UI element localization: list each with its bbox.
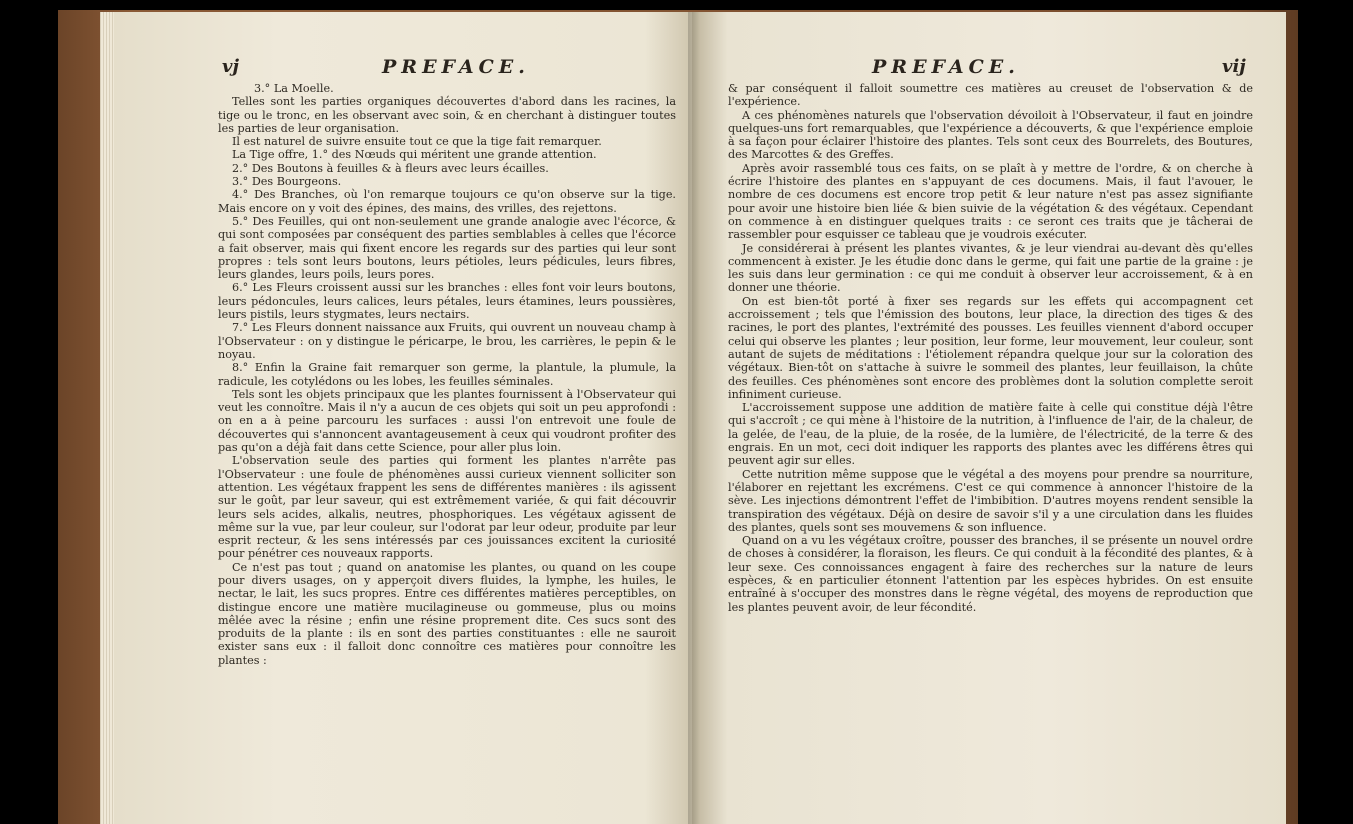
right-page: [692, 12, 1286, 824]
paragraph: 4.° Des Branches, où l'on remarque toujours ce qu'on observe sur la tige. Mais encore on y voit des épines, des mains, des vrilles, des rejettons.: [218, 188, 676, 215]
paragraph: 3.° La Moelle.: [254, 82, 334, 95]
paragraph: Tels sont les objets principaux que les plantes fournissent à l'Observateur qui veut les connoître. Mais il n'y a aucun de ces objets qui soit un peu approfondi : on en a à peine parcouru les surfaces : aussi l'on entrevoit une foule de découvertes qui s'annoncent avantageusement à ceux qui voudront profiter des pas qu'on a déjà fait dans cette Science, pour aller plus loin.: [218, 387, 676, 455]
paragraph: Il est naturel de suivre ensuite tout ce que la tige fait remarquer.: [232, 135, 602, 149]
paragraph: 8.° Enfin la Graine fait remarquer son germe, la plantule, la plumule, la radicule, les cotylédons ou les lobes, les feuilles séminales.: [218, 361, 676, 388]
paragraph: & par conséquent il falloit soumettre ces matières au creuset de l'observation & de l'expérience.: [728, 82, 1253, 109]
paragraph: 2.° Des Boutons à feuilles & à fleurs avec leurs écailles.: [232, 161, 549, 175]
paragraph: 3.° Des Bourgeons.: [232, 175, 342, 189]
paragraph: Je considérerai à présent les plantes vivantes, & je leur viendrai au-devant dès qu'elles commencent à exister. Je les étudie donc dans le germe, qui fait une partie de la graine : je les suis dans leur germination : ce qui me conduit à observer leur accroissement, & à en donner une théorie.: [728, 241, 1253, 295]
right-page-text: [728, 82, 1253, 614]
paragraph: Cette nutrition même suppose que le végétal a des moyens pour prendre sa nourriture, l'élaborer en rejettant les excrémens. C'est ce qui commence à annoncer l'histoire de la sève. Les injections démontrent l'effet de l'imbibition. D'autres moyens rendent sensible la transpiration des végétaux. Déjà on desire de savoir s'il y a une circulation dans les fluides des plantes, quels sont ses mouvemens & son influence.: [728, 467, 1253, 534]
paragraph: 5.° Des Feuilles, qui ont non-seulement une grande analogie avec l'écorce, & qui sont composées par conséquent des parties semblables à celles que l'écorce a fait observer, mais qui fixent encore les regards sur des parties qui leur sont propres : tels sont leurs boutons, leurs pétioles, leurs pédicules, leurs fibres, leurs glandes, leurs poils, leurs pores.: [218, 214, 676, 282]
paragraph: On est bien-tôt porté à fixer ses regards sur les effets qui accompagnent cet accroissement ; tels que l'émission des boutons, leur place, la direction des tiges & des racines, le port des plantes, l'extrémité des pousses. Les feuilles viennent d'abord occuper celui qui observe les plantes ; leur position, leur forme, leur mouvement, leur couleur, sont autant de sujets de méditations : l'étiolement répandra quelque jour sur la coloration des végétaux. Bien-tôt on s'attache à suivre le sommeil des plantes, leur feuillaison, la chûte des feuilles. Ces phénomènes sont encore des problèmes dont la solution complette seroit infiniment curieuse.: [728, 294, 1253, 401]
paragraph: La Tige offre, 1.° des Nœuds qui méritent une grande attention.: [232, 148, 597, 162]
left-page: [100, 12, 692, 824]
page-edges: [100, 12, 114, 824]
paragraph: 7.° Les Fleurs donnent naissance aux Fruits, qui ouvrent un nouveau champ à l'Observateur : on y distingue le péricarpe, le brou, les carrières, le pepin & le noyau.: [218, 321, 677, 361]
paragraph: A ces phénomènes naturels que l'observation dévoiloit à l'Observateur, il faut en joindre quelques-uns fort remarquables, que l'expérience a découverts, & que l'expérience emploie à sa façon pour éclairer l'histoire des plantes. Tels sont ceux des Bourrelets, des Boutures, des Marcottes & des Greffes.: [728, 108, 1253, 162]
paragraph: Après avoir rassemblé tous ces faits, on se plaît à y mettre de l'ordre, & on cherche à écrire l'histoire des plantes en s'appuyant de ces documens. Mais, il faut l'avouer, le nombre de ces documens est encore trop petit & leur nature n'est pas assez signifiante pour avoir une histoire bien liée & bien suivie de la végétation & des végétaux. Cependant on commence à en distinguer quelques traits : ce seront ces traits que je tâcherai de rassembler pour esquisser ce tableau que je voudrois exécuter.: [728, 161, 1253, 242]
paragraph: Quand on a vu les végétaux croître, pousser des branches, il se présente un nouvel ordre de choses à considérer, la floraison, les fleurs. Ce qui conduit à la fécondité des plantes, & à leur sexe. Ces connoissances engagent à faire des recherches sur la nature de leurs espèces, & en particulier étonnent l'attention par les espèces hybrides. On est ensuite entraîné à s'occuper des monstres dans le règne végétal, des moyens de reproduction que les plantes peuvent avoir, de leur fécondité.: [728, 534, 1253, 614]
paragraph: Telles sont les parties organiques découvertes d'abord dans les racines, la tige ou le tronc, en les observant avec soin, & en cherchant à distinguer toutes les parties de leur organisation.: [218, 95, 676, 135]
paragraph: L'accroissement suppose une addition de matière faite à celle qui constitue déjà l'être qui s'accroît ; ce qui mène à l'histoire de la nutrition, à l'influence de l'air, de la chaleur, de la gelée, de l'eau, de la pluie, de la rosée, de la lumière, de l'électricité, de la terre & des engrais. En un mot, ceci doit indiquer les rapports des plantes avec les différens êtres qui peuvent agir sur elles.: [728, 401, 1253, 468]
right-page-number: vij: [1222, 56, 1246, 77]
right-page-header: PREFACE.: [872, 56, 1020, 78]
paragraph: 6.° Les Fleurs croissent aussi sur les branches : elles font voir leurs boutons, leurs pédoncules, leurs calices, leurs pétales, leurs étamines, leurs poussières, leurs pistils, leurs stygmates, leurs nectairs.: [218, 281, 676, 322]
book-gutter: [688, 12, 700, 824]
left-page-text: [218, 82, 676, 667]
left-page-header: PREFACE.: [382, 56, 530, 78]
paragraph: L'observation seule des parties qui forment les plantes n'arrête pas l'Observateur : une foule de phénomènes aussi curieux viennent solliciter son attention. Les végétaux frappent les sens de différentes manières : ils agissent sur le goût, par leur saveur, qui est extrêmement variée, & qui fait découvrir leurs sels acides, alkalis, neutres, phosphoriques. Les végétaux agissent de même sur la vue, par leur couleur, sur l'odorat par leur odeur, produite par leur esprit recteur, & les sens intéressés par ces jouissances excitent la curiosité pour pénétrer ces nouveaux rapports.: [218, 454, 676, 561]
paragraph: Ce n'est pas tout ; quand on anatomise les plantes, ou quand on les coupe pour divers usages, on y apperçoit divers fluides, la lymphe, les huiles, le nectar, le lait, les sucs propres. Entre ces différentes matières perceptibles, on distingue encore une matière mucilagineuse ou gommeuse, plus ou moins mêlée avec la résine ; enfin une résine proprement dite. Ces sucs sont des produits de la plante : ils en sont des parties constituantes : elle ne sauroit exister sans eux : il falloit donc connoître ces matières pour connoître les plantes :: [218, 560, 676, 667]
left-page-number: vj: [222, 56, 239, 77]
